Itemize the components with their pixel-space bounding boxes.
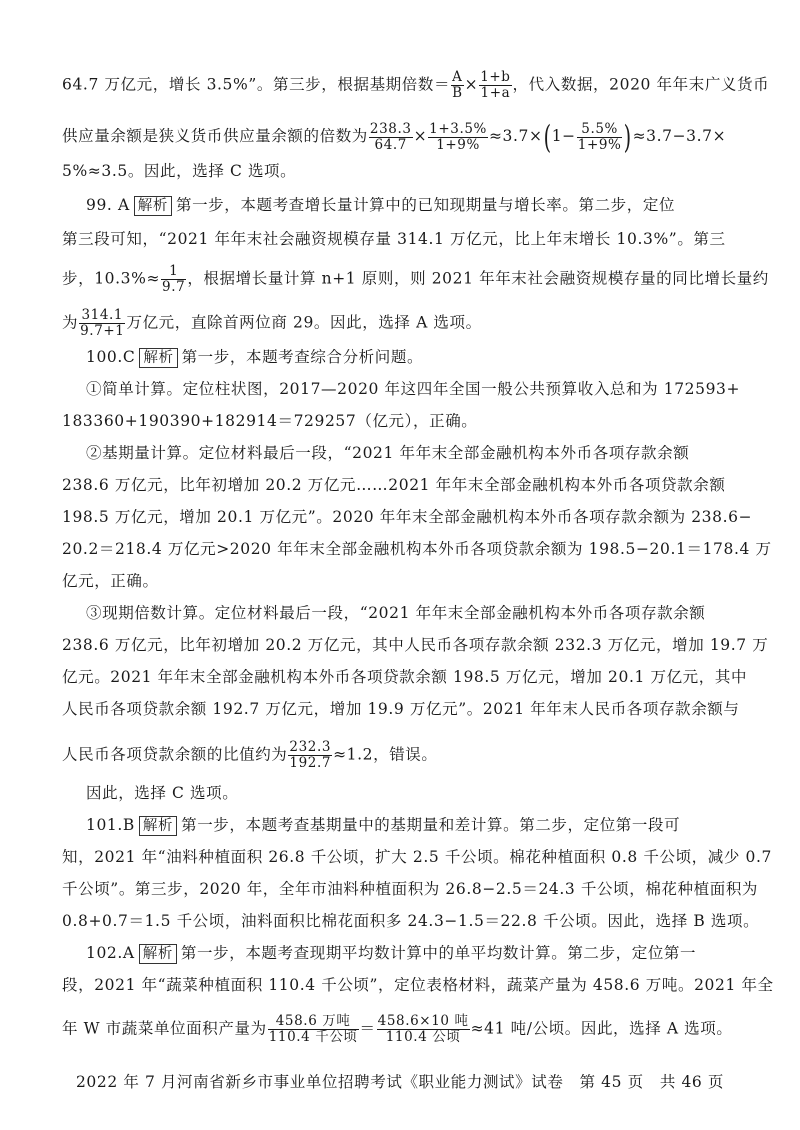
text-line xyxy=(62,1014,738,1045)
text-line: 第三段可知，“2021 年年末社会融资规模存量 314.1 万亿元，比上年末增长 10.3%”。第三 xyxy=(62,230,726,248)
operator: ＝ xyxy=(359,1019,376,1038)
fraction-1b-1a: $\frac{1+b}{1+a}$ xyxy=(480,69,511,101)
fraction-diff: $\frac{5.5\%}{1+9\%}$ xyxy=(577,120,622,153)
question-number: 101.B xyxy=(86,816,135,834)
operator: × xyxy=(413,127,428,145)
text-line xyxy=(62,263,769,295)
text-line: ①简单计算。定位柱状图，2017—2020 年这四年全国一般公共预算收入总和为 172593+ xyxy=(86,380,741,398)
fraction-yield-converted: $\frac{\text{458.6×10 吨}}{\text{110.4 公顷}}$ xyxy=(377,1013,469,1045)
text-run: 万亿元，直除首两位商 29。因此，选择 A 选项。 xyxy=(126,313,482,332)
text-run: 第一步，本题考查综合分析问题。 xyxy=(181,348,424,366)
text-line: ③现期倍数计算。定位材料最后一段，“2021 年年末全部金融机构本外币各项存款余额 xyxy=(86,604,706,622)
analysis-tag: 解析 xyxy=(139,944,177,964)
fraction-one-over: $\frac{1}{9.7}$ xyxy=(162,263,186,295)
text-line xyxy=(62,308,738,339)
operator: × xyxy=(464,75,479,94)
analysis-tag: 解析 xyxy=(134,196,172,216)
text-line: 5%≈3.5。因此，选择 C 选项。 xyxy=(62,162,297,180)
text-run: 步，10.3%≈ xyxy=(62,269,161,288)
right-paren: ) xyxy=(624,118,632,156)
left-paren: ( xyxy=(543,118,552,156)
fraction-increase: $\frac{314.1}{9.7+1}$ xyxy=(80,307,125,339)
answer-100 xyxy=(62,346,762,368)
answer-102 xyxy=(62,942,762,964)
question-number: 99. A xyxy=(86,196,130,214)
answer-99 xyxy=(62,194,762,216)
text-line: 因此，选择 C 选项。 xyxy=(86,784,239,802)
text-run: 供应量余额是狭义货币供应量余额的倍数为 xyxy=(62,127,368,145)
text-run: 第一步，本题考查现期平均数计算中的单平均数计算。第二步，定位第一 xyxy=(180,944,697,962)
analysis-tag: 解析 xyxy=(139,348,177,368)
text-line: 238.6 万亿元，比年初增加 20.2 万亿元，其中人民币各项存款余额 232.3 万亿元，增加 19.7 万 xyxy=(62,636,769,654)
text-line: 段，2021 年“蔬菜种植面积 110.4 千公顷”，定位表格材料，蔬菜产量为 458.6 万吨。2021 年全 xyxy=(62,976,774,994)
text-run: 第一步，本题考查基期量中的基期量和差计算。第二步，定位第一段可 xyxy=(181,816,681,834)
text-line: 183360+190390+182914＝729257（亿元），正确。 xyxy=(62,412,478,430)
text-line xyxy=(62,118,738,156)
text-run: ≈3.7−3.7× xyxy=(632,127,727,145)
text-line: 知，2021 年“油料种植面积 26.8 千公顷，扩大 2.5 千公顷。棉花种植面积 0.8 千公顷，减少 0.7 xyxy=(62,848,772,866)
analysis-tag: 解析 xyxy=(139,816,177,836)
fraction-a-b: $\frac{A}{B}$ xyxy=(452,69,463,101)
fraction-yield: $\frac{\text{458.6 万吨}}{\text{110.4 千公顷}}$ xyxy=(268,1013,358,1045)
text-line xyxy=(62,740,738,771)
text-run: 64.7 万亿元，增长 3.5%”。第三步，根据基期倍数＝ xyxy=(62,75,451,94)
text-run: ，代入数据，2020 年年末广义货币 xyxy=(512,75,770,94)
text-line: ②基期量计算。定位材料最后一段，“2021 年年末全部金融机构本外币各项存款余额 xyxy=(86,444,690,462)
text-line: 198.5 万亿元，增加 20.1 万亿元”。2020 年年末全部金融机构本外币各项存款余额为 238.6− xyxy=(62,508,753,526)
text-line xyxy=(62,69,770,101)
text-line: 人民币各项贷款余额 192.7 万亿元，增加 19.9 万亿元”。2021 年年末人民币各项存款余额与 xyxy=(62,700,740,718)
question-number: 100.C xyxy=(86,348,136,366)
answer-101 xyxy=(62,814,762,836)
text-line: 0.8+0.7＝1.5 千公顷，油料面积比棉花面积多 24.3−1.5＝22.8 千公顷。因此，选择 B 选项。 xyxy=(62,912,760,930)
text-run: 人民币各项贷款余额的比值约为 xyxy=(62,745,288,764)
text-run: 第一步，本题考查增长量计算中的已知现期量与增长率。第二步，定位 xyxy=(175,196,676,214)
text-run: ≈3.7× xyxy=(488,127,543,145)
text-run: ≈1.2，错误。 xyxy=(333,745,438,764)
text-line: 亿元。2021 年年末全部金融机构本外币各项贷款余额 198.5 万亿元，增加 20.1 万亿元，其中 xyxy=(62,668,748,686)
text-run: 年 W 市蔬菜单位面积产量为 xyxy=(62,1019,267,1038)
text-line: 亿元，正确。 xyxy=(62,572,159,590)
text-run: 为 xyxy=(62,313,79,332)
fraction-ratio: $\frac{232.3}{192.7}$ xyxy=(289,739,332,771)
text-line: 20.2＝218.4 万亿元>2020 年年末全部金融机构本外币各项贷款余额为 198.5−20.1＝178.4 万 xyxy=(62,540,772,558)
page-footer: 2022 年 7 月河南省新乡市事业单位招聘考试《职业能力测试》试卷 第 45 页 共 46 页 xyxy=(75,1073,725,1091)
text-run: 1− xyxy=(551,127,576,145)
text-run: ，根据增长量计算 n+1 原则，则 2021 年年末社会融资规模存量的同比增长量约 xyxy=(187,269,769,288)
question-number: 102.A xyxy=(86,944,135,962)
fraction-base-multiple: $\frac{238.3}{64.7}$ xyxy=(369,120,412,153)
fraction-growth: $\frac{1+3.5\%}{1+9\%}$ xyxy=(429,120,487,153)
text-line: 千公顷”。第三步，2020 年，全年市油料种植面积为 26.8−2.5＝24.3 千公顷，棉花种植面积为 xyxy=(62,880,759,898)
text-run: ≈41 吨/公顷。因此，选择 A 选项。 xyxy=(470,1019,733,1038)
text-line: 238.6 万亿元，比年初增加 20.2 万亿元……2021 年年末全部金融机构本外币各项贷款余额 xyxy=(62,476,726,494)
